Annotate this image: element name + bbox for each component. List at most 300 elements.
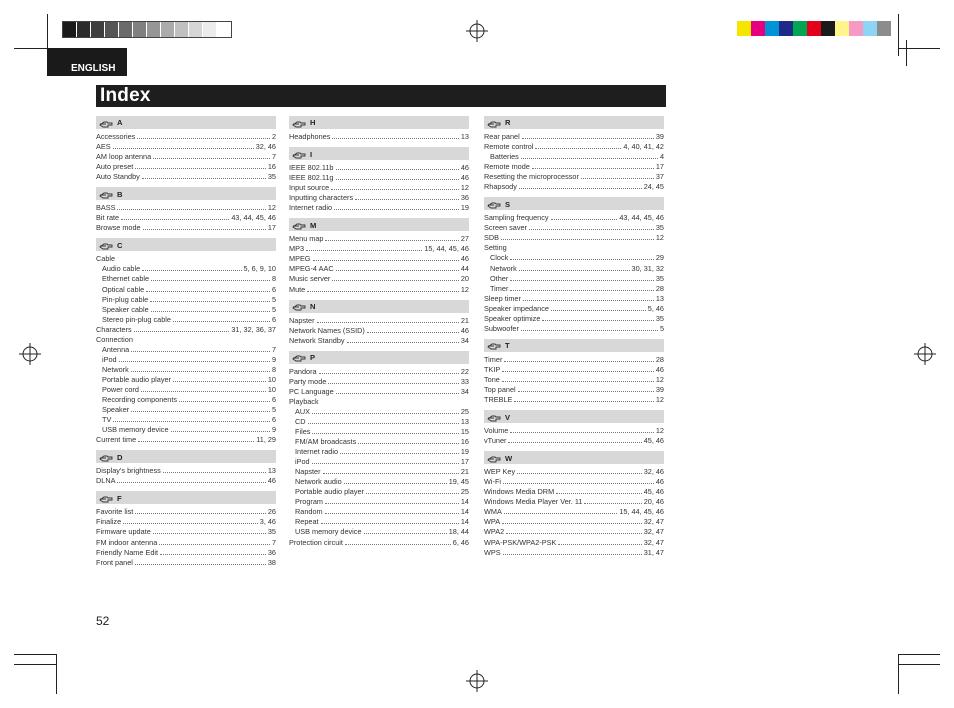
index-entry: [484, 477, 664, 487]
entry-label: WPS: [484, 547, 501, 557]
index-entry: [96, 425, 276, 435]
dot-leader: [308, 423, 459, 424]
index-entry: [289, 264, 469, 274]
entry-label: Auto Standby: [96, 172, 140, 182]
dot-leader: [506, 533, 642, 534]
index-entry: [289, 437, 469, 447]
pointing-hand-icon: [292, 120, 306, 128]
crop-mark: [898, 654, 899, 694]
dot-leader: [340, 453, 459, 454]
pointing-hand-icon: [487, 201, 501, 209]
entry-pages: 19: [460, 203, 469, 213]
dot-leader: [313, 260, 459, 261]
index-section: [289, 351, 469, 548]
index-entry: [289, 254, 469, 264]
swatch: [807, 21, 821, 36]
pointing-hand-icon: [99, 120, 113, 128]
gray-scale-bar: [62, 21, 232, 38]
index-entry: [96, 142, 276, 152]
entry-pages: 8: [271, 364, 276, 374]
entry-pages: 18, 44: [448, 527, 469, 537]
index-entry: [289, 203, 469, 213]
entry-pages: 12: [655, 395, 664, 405]
index-entry: [289, 397, 469, 407]
entry-pages: 21: [460, 315, 469, 325]
index-entry: [289, 427, 469, 437]
entry-label: Display’s brightness: [96, 466, 161, 476]
entry-pages: 44: [460, 264, 469, 274]
entry-pages: 46: [460, 325, 469, 335]
dot-leader: [113, 148, 254, 149]
index-entry: [96, 415, 276, 425]
entry-pages: 4, 40, 41, 42: [623, 142, 664, 152]
dot-leader: [501, 239, 654, 240]
pointing-hand-icon: [99, 191, 113, 199]
entry-label: AUX: [295, 406, 311, 416]
index-entry: [484, 324, 664, 334]
entry-label: Headphones: [289, 132, 331, 141]
entry-label: iPod: [102, 354, 117, 364]
dot-leader: [584, 503, 641, 504]
pointing-hand-icon: [487, 120, 501, 128]
crop-mark: [14, 664, 56, 665]
index-entry: [96, 295, 276, 305]
index-entry: [96, 405, 276, 415]
entry-label: Internet radio: [295, 447, 338, 457]
dot-leader: [328, 383, 459, 384]
index-entry: [484, 142, 664, 152]
index-section: [289, 116, 469, 142]
index-entry: [96, 223, 276, 233]
index-entry: [289, 193, 469, 203]
index-entry: [96, 305, 276, 315]
dot-leader: [131, 351, 270, 352]
dot-leader: [503, 483, 654, 484]
index-entry: [96, 345, 276, 355]
dot-leader: [517, 473, 642, 474]
index-entry: [484, 436, 664, 446]
index-entry: [484, 274, 664, 284]
pointing-hand-icon: [487, 455, 501, 463]
entry-pages: 43, 44, 45, 46: [231, 213, 276, 223]
entry-pages: 12: [655, 374, 664, 384]
pointing-hand-icon: [99, 495, 113, 503]
entry-label: Portable audio player: [102, 374, 171, 384]
registration-mark-icon: [466, 20, 488, 42]
pointing-hand-icon: [292, 151, 306, 159]
swatch: [877, 21, 891, 36]
entry-label: MPEG: [289, 254, 311, 264]
entry-label: Music server: [289, 274, 331, 284]
index-entry: [289, 457, 469, 467]
index-entry: [484, 487, 664, 497]
dot-leader: [358, 443, 459, 444]
index-entry: [484, 223, 664, 233]
index-section: [484, 116, 664, 192]
index-entry: [289, 234, 469, 244]
section-header: [484, 339, 664, 352]
entry-pages: 38: [267, 557, 276, 567]
entry-label: Resetting the microprocessor: [484, 172, 579, 182]
entry-label: Rhapsody: [484, 182, 517, 192]
index-entry: [289, 538, 469, 548]
entry-label: Windows Media DRM: [484, 487, 555, 497]
entry-pages: 2: [271, 132, 276, 141]
entry-label: Speaker: [102, 405, 130, 415]
index-entry: [484, 233, 664, 243]
dot-leader: [306, 250, 422, 251]
index-entry: [96, 375, 276, 385]
index-entry: [289, 497, 469, 507]
entry-label: Optical cable: [102, 284, 145, 294]
index-entry: [484, 538, 664, 548]
entry-label: IEEE 802.11g: [289, 173, 334, 183]
entry-label: Sleep timer: [484, 293, 521, 303]
entry-label: Rear panel: [484, 132, 520, 141]
entry-label: Ethernet cable: [102, 274, 150, 284]
entry-pages: 13: [460, 132, 469, 141]
entry-pages: 13: [655, 293, 664, 303]
entry-pages: 43, 44, 45, 46: [619, 213, 664, 223]
page-number: 52: [96, 614, 110, 628]
dot-leader: [173, 381, 266, 382]
entry-pages: 5: [659, 323, 664, 333]
entry-label: Friendly Name Edit: [96, 547, 159, 557]
dot-leader: [355, 199, 459, 200]
color-registration-bar: [737, 21, 891, 36]
dot-leader: [519, 188, 642, 189]
index-section: [484, 339, 664, 405]
index-entry: [289, 316, 469, 326]
entry-label: PC Language: [289, 386, 334, 396]
entry-label: Party mode: [289, 376, 327, 386]
entry-pages: 30, 31, 32: [631, 263, 664, 273]
swatch: [147, 22, 161, 37]
entry-pages: 12: [460, 183, 469, 193]
dot-leader: [173, 321, 270, 322]
entry-pages: 3, 46: [259, 517, 276, 527]
entry-pages: 36: [267, 547, 276, 557]
section-header: [96, 491, 276, 504]
entry-pages: 24, 45: [643, 182, 664, 192]
entry-label: Windows Media Player Ver. 11: [484, 497, 583, 507]
index-entry: [96, 548, 276, 558]
entry-pages: 14: [460, 497, 469, 507]
index-entry: [289, 467, 469, 477]
dot-leader: [508, 442, 641, 443]
dot-leader: [556, 493, 642, 494]
entry-label: Napster: [295, 467, 321, 477]
entry-pages: 16: [460, 437, 469, 447]
swatch: [133, 22, 147, 37]
entry-label: WPA: [484, 517, 501, 527]
entry-pages: 6, 46: [452, 537, 469, 547]
index-section: [289, 147, 469, 213]
index-entry: [484, 182, 664, 192]
entry-label: Tone: [484, 374, 500, 384]
dot-leader: [502, 523, 642, 524]
entry-pages: 46: [460, 173, 469, 183]
section-letter: H: [310, 118, 316, 128]
dot-leader: [364, 533, 447, 534]
dot-leader: [345, 544, 451, 545]
entry-label: Input source: [289, 183, 330, 193]
index-entry: [96, 152, 276, 162]
section-header: [484, 116, 664, 129]
entry-pages: 14: [460, 517, 469, 527]
entry-pages: 14: [460, 507, 469, 517]
index-entry: [289, 407, 469, 417]
entry-label: Auto preset: [96, 162, 134, 172]
entry-label: Wi-Fi: [484, 477, 502, 487]
swatch: [779, 21, 793, 36]
entry-pages: 28: [655, 354, 664, 364]
index-entry: [96, 355, 276, 365]
dot-leader: [336, 393, 459, 394]
entry-pages: 39: [655, 384, 664, 394]
section-letter: I: [310, 149, 313, 159]
index-entry: [96, 335, 276, 345]
entry-pages: 17: [460, 457, 469, 467]
entry-label: Files: [295, 426, 311, 436]
entry-pages: 45, 46: [643, 487, 664, 497]
index-entry: [289, 387, 469, 397]
swatch: [217, 22, 231, 37]
dot-leader: [521, 158, 658, 159]
entry-label: Inputting characters: [289, 193, 354, 203]
entry-label: USB memory device: [102, 425, 169, 435]
entry-pages: 31, 47: [643, 547, 664, 557]
entry-label: Volume: [484, 426, 509, 436]
entry-pages: 21: [460, 467, 469, 477]
index-entry: [484, 213, 664, 223]
entry-label: Audio cable: [102, 264, 141, 274]
entry-label: Favorite list: [96, 507, 134, 517]
dot-leader: [113, 421, 270, 422]
dot-leader: [519, 270, 630, 271]
entry-label: IEEE 802.11b: [289, 163, 334, 173]
entry-pages: 35: [655, 223, 664, 233]
section-header: [289, 147, 469, 160]
dot-leader: [325, 513, 459, 514]
entry-pages: 11, 29: [256, 435, 276, 445]
entry-pages: 20: [460, 274, 469, 284]
dot-leader: [336, 169, 459, 170]
registration-mark-icon: [914, 343, 936, 365]
entry-label: Antenna: [102, 344, 130, 354]
section-header: [484, 451, 664, 464]
entry-label: DLNA: [96, 476, 116, 486]
entry-pages: 32, 47: [643, 537, 664, 547]
dot-leader: [336, 179, 459, 180]
entry-pages: 17: [267, 223, 276, 233]
entry-pages: 15, 44, 45, 46: [619, 507, 664, 517]
entry-label: Internet radio: [289, 203, 332, 213]
entry-pages: 32, 47: [643, 527, 664, 537]
dot-leader: [510, 290, 654, 291]
swatch: [793, 21, 807, 36]
entry-label: Network audio: [295, 477, 342, 487]
index-entry: [289, 377, 469, 387]
entry-label: Network: [102, 364, 129, 374]
index-entry: [96, 254, 276, 264]
entry-pages: 32, 46: [255, 142, 276, 152]
swatch: [189, 22, 203, 37]
entry-pages: 8: [271, 274, 276, 284]
entry-label: AM loop antenna: [96, 152, 152, 162]
dot-leader: [146, 291, 270, 292]
entry-label: TKIP: [484, 364, 501, 374]
swatch: [105, 22, 119, 37]
index-section: [96, 116, 276, 182]
entry-label: Repeat: [295, 517, 319, 527]
swatch: [835, 21, 849, 36]
entry-pages: 22: [460, 366, 469, 376]
swatch: [203, 22, 217, 37]
dot-leader: [312, 433, 458, 434]
section-letter: D: [117, 452, 123, 462]
dot-leader: [119, 361, 270, 362]
dot-leader: [117, 482, 265, 483]
index-section: [484, 451, 664, 557]
dot-leader: [535, 148, 621, 149]
entry-pages: 6: [271, 314, 276, 324]
dot-leader: [121, 219, 229, 220]
page-title: Index: [100, 85, 151, 106]
entry-pages: 9: [271, 425, 276, 435]
dot-leader: [504, 361, 654, 362]
entry-pages: 33: [460, 376, 469, 386]
index-column-1: [96, 116, 276, 573]
entry-pages: 6: [271, 284, 276, 294]
index-entry: [289, 132, 469, 142]
dot-leader: [514, 401, 653, 402]
index-entry: [484, 548, 664, 558]
index-entry: [484, 375, 664, 385]
section-header: [96, 238, 276, 251]
index-entry: [484, 517, 664, 527]
swatch: [91, 22, 105, 37]
entry-pages: 46: [655, 364, 664, 374]
entry-label: Speaker impedance: [484, 303, 549, 313]
entry-label: Connection: [96, 334, 133, 344]
index-entry: [289, 417, 469, 427]
entry-label: Sampling frequency: [484, 213, 549, 223]
entry-pages: 7: [271, 152, 276, 162]
dot-leader: [502, 371, 654, 372]
entry-label: Timer: [490, 283, 509, 293]
dot-leader: [334, 209, 459, 210]
index-entry: [484, 355, 664, 365]
section-letter: T: [505, 341, 510, 351]
index-entry: [96, 538, 276, 548]
entry-label: Network: [490, 263, 517, 273]
dot-leader: [134, 331, 230, 332]
dot-leader: [312, 463, 459, 464]
section-letter: N: [310, 302, 316, 312]
swatch: [751, 21, 765, 36]
registration-mark-icon: [19, 343, 41, 365]
dot-leader: [581, 178, 654, 179]
entry-label: Other: [490, 273, 509, 283]
index-entry: [96, 315, 276, 325]
dot-leader: [141, 391, 266, 392]
index-entry: [96, 476, 276, 486]
entry-label: Finalize: [96, 517, 122, 527]
entry-pages: 31, 32, 36, 37: [231, 324, 276, 334]
entry-pages: 35: [655, 313, 664, 323]
section-header: [484, 410, 664, 423]
entry-pages: 46: [460, 163, 469, 173]
index-entry: [96, 507, 276, 517]
entry-pages: 39: [655, 132, 664, 141]
swatch: [119, 22, 133, 37]
dot-leader: [142, 178, 266, 179]
entry-label: Menu map: [289, 234, 324, 244]
entry-label: Playback: [289, 396, 319, 406]
pointing-hand-icon: [292, 354, 306, 362]
entry-pages: 7: [271, 344, 276, 354]
index-entry: [96, 395, 276, 405]
index-entry: [289, 527, 469, 537]
section-header: [96, 450, 276, 463]
dot-leader: [503, 554, 642, 555]
entry-pages: 12: [655, 233, 664, 243]
entry-label: FM indoor antenna: [96, 537, 158, 547]
entry-label: Characters: [96, 324, 132, 334]
index-entry: [289, 367, 469, 377]
index-entry: [484, 314, 664, 324]
dot-leader: [529, 229, 654, 230]
section-header: [96, 187, 276, 200]
entry-label: Stereo pin-plug cable: [102, 314, 171, 324]
crop-mark: [56, 654, 57, 694]
index-section: [484, 197, 664, 334]
entry-label: CD: [295, 416, 306, 426]
dot-leader: [153, 158, 270, 159]
entry-pages: 4: [659, 152, 664, 162]
dot-leader: [151, 280, 270, 281]
entry-label: Remote mode: [484, 162, 530, 172]
entry-pages: 6: [271, 415, 276, 425]
swatch: [77, 22, 91, 37]
crop-mark: [898, 654, 940, 655]
title-bar: [96, 85, 666, 107]
index-entry: [289, 517, 469, 527]
entry-label: Recording components: [102, 395, 178, 405]
index-entry: [484, 426, 664, 436]
entry-pages: 5, 46: [647, 303, 664, 313]
pointing-hand-icon: [99, 242, 113, 250]
dot-leader: [366, 493, 459, 494]
index-entry: [96, 558, 276, 568]
index-entry: [484, 467, 664, 477]
dot-leader: [117, 209, 265, 210]
index-entry: [484, 497, 664, 507]
entry-label: USB memory device: [295, 527, 362, 537]
index-entry: [484, 304, 664, 314]
dot-leader: [510, 259, 654, 260]
pointing-hand-icon: [292, 303, 306, 311]
dot-leader: [138, 441, 254, 442]
entry-pages: 34: [460, 386, 469, 396]
entry-pages: 32, 46: [643, 467, 664, 477]
dot-leader: [312, 413, 459, 414]
entry-pages: 7: [271, 537, 276, 547]
dot-leader: [521, 330, 658, 331]
entry-label: Mute: [289, 284, 306, 294]
index-entry: [289, 244, 469, 254]
